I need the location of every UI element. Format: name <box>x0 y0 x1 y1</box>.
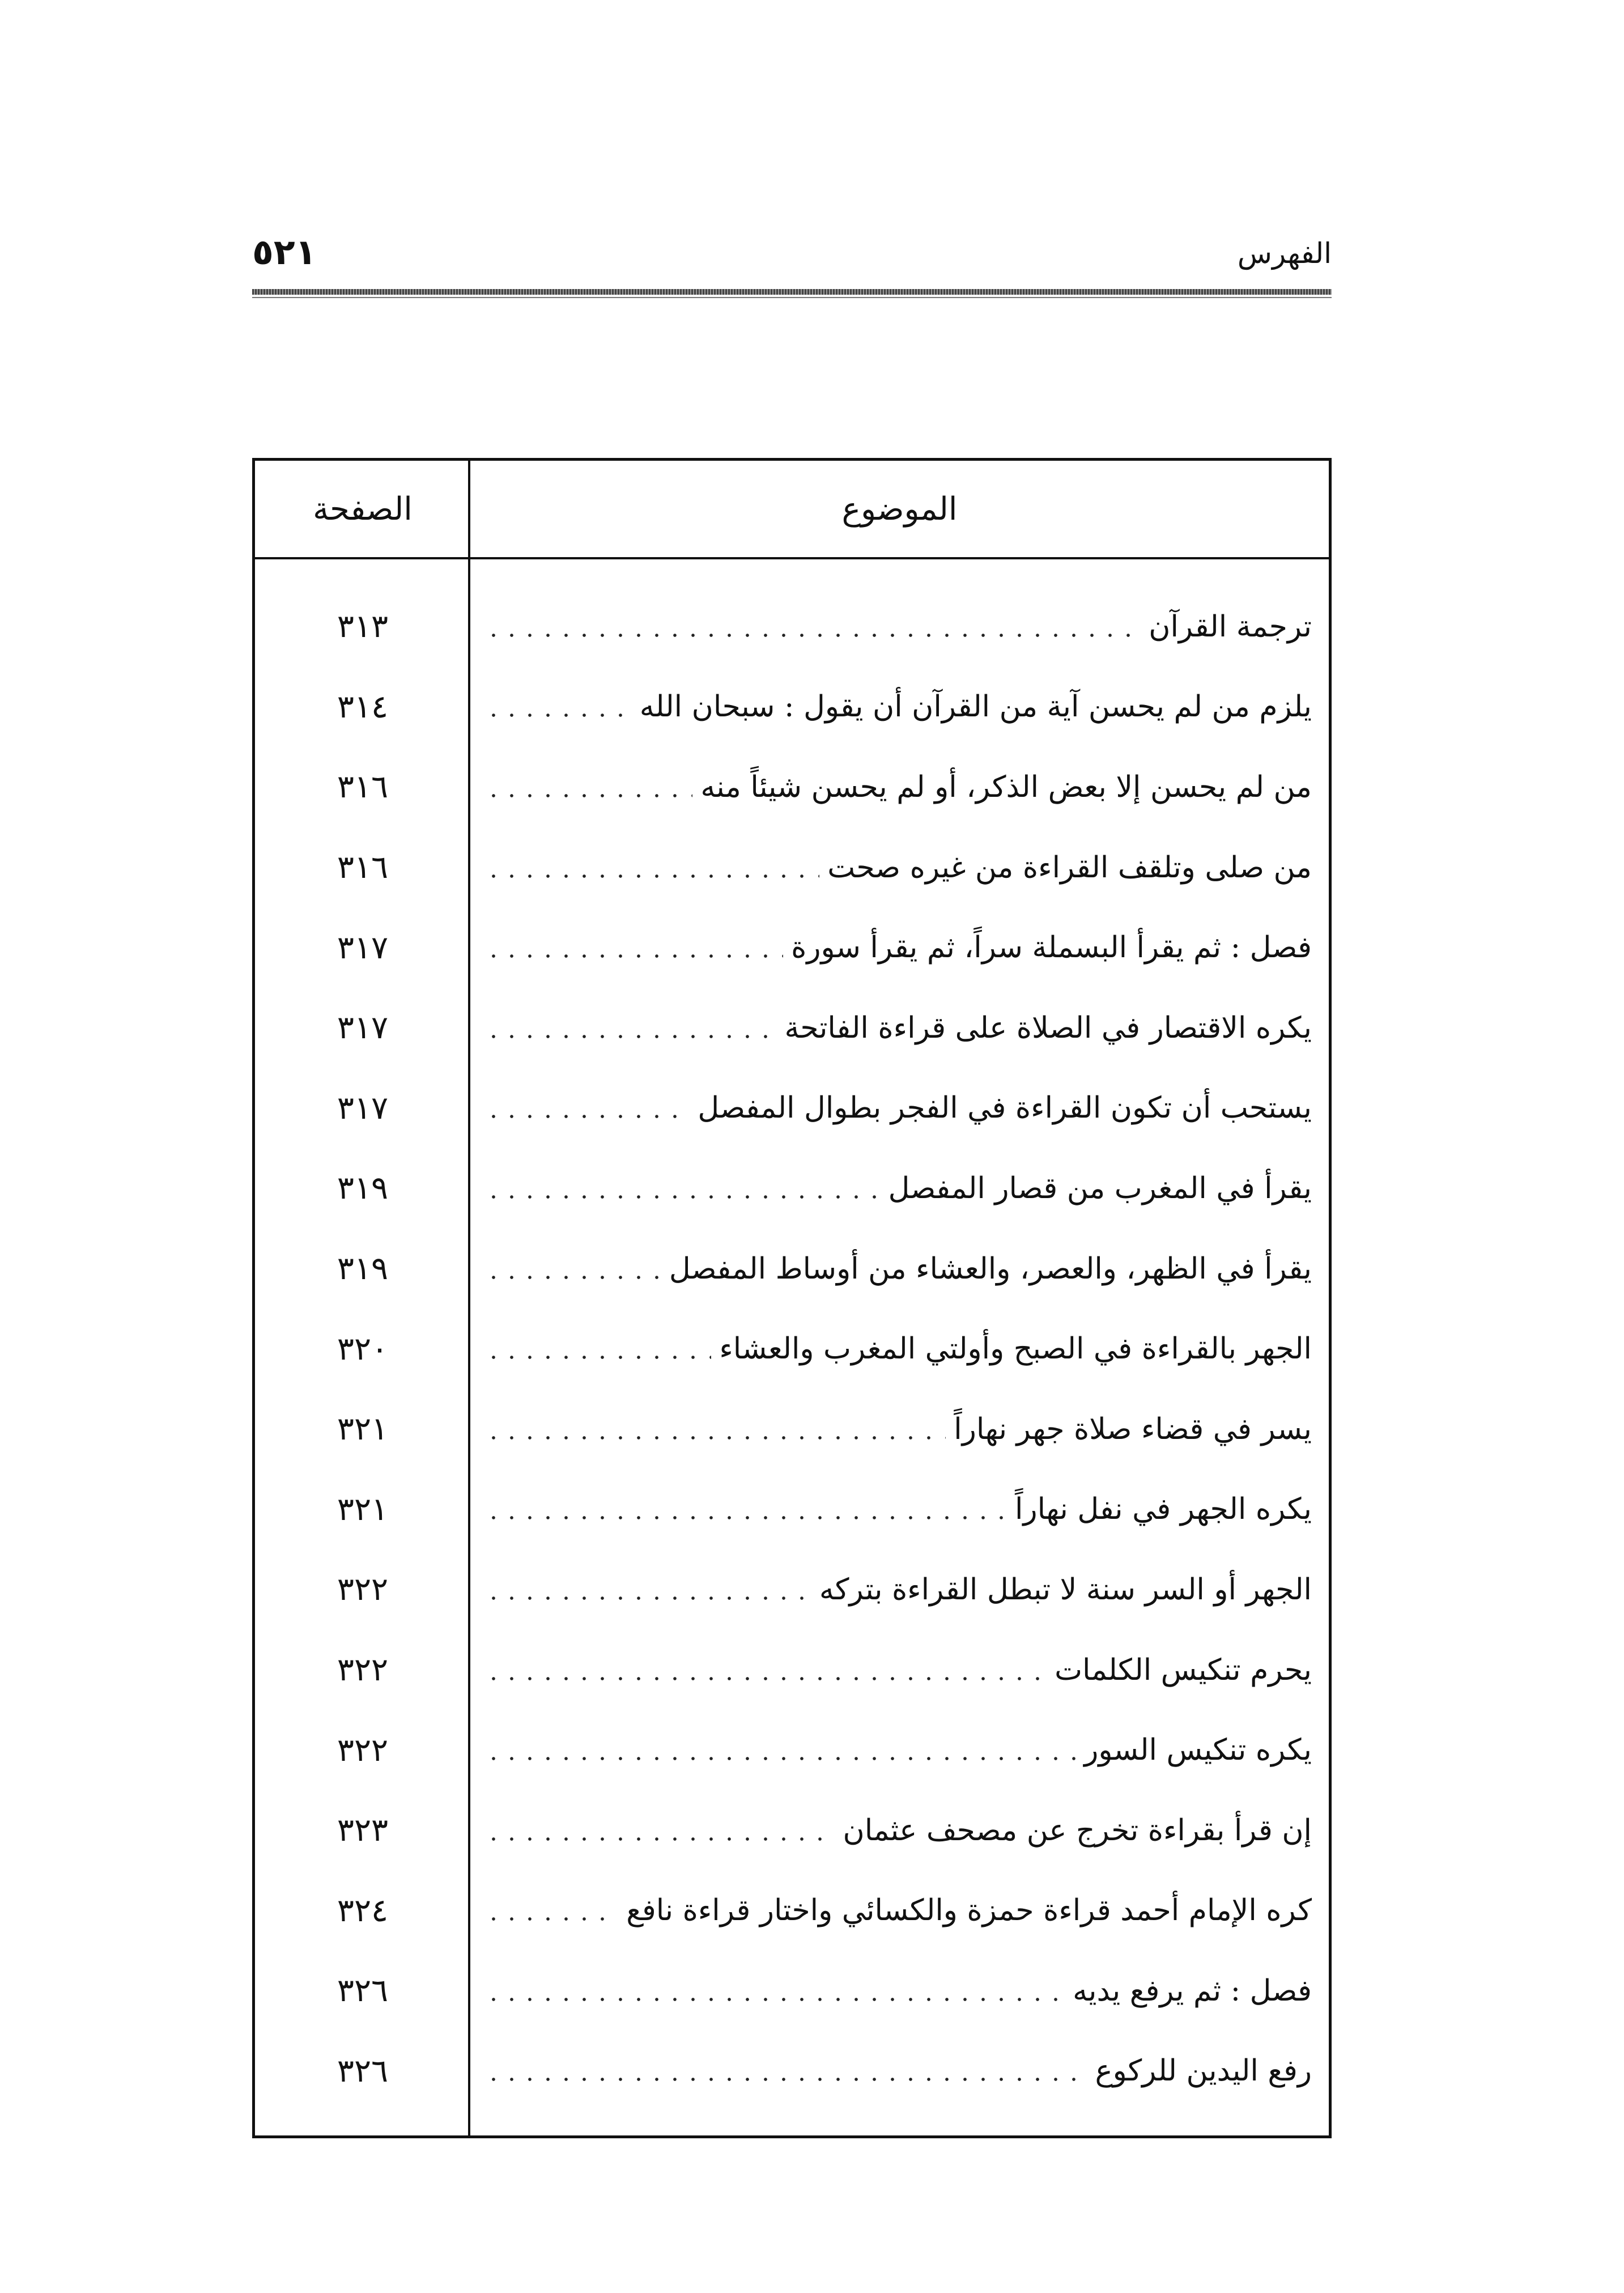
dot-leader <box>484 954 783 958</box>
table-row <box>255 907 1329 988</box>
entry-topic-text: يستحب أن تكون القراءة في الفجر بطوال المفصل <box>698 1091 1312 1126</box>
entry-topic-text: فصل : ثم يقرأ البسملة سراً، ثم يقرأ سورة <box>791 931 1312 965</box>
dot-leader <box>484 1436 946 1440</box>
entry-topic-text: الجهر بالقراءة في الصبح وأولتي المغرب والعشاء <box>719 1332 1312 1366</box>
dot-leader <box>484 1998 1065 2001</box>
entry-topic-text: يلزم من لم يحسن آية من القرآن أن يقول : سبحان الله <box>639 690 1312 724</box>
entry-page-number: ٣٢٢ <box>337 1571 389 1608</box>
column-header-topic: الموضوع <box>841 490 958 528</box>
entry-topic-text: إن قرأ بقراءة تخرج عن مصحف عثمان <box>843 1813 1312 1848</box>
entry-page-number: ٣١٩ <box>337 1170 389 1207</box>
table-row <box>255 1389 1329 1470</box>
dot-leader <box>484 1035 777 1038</box>
entry-topic-text: يقرأ في المغرب من قصار المفصل <box>888 1171 1312 1205</box>
header-divider <box>255 557 1329 559</box>
entry-topic <box>484 1229 1312 1309</box>
table-row <box>255 1951 1329 2031</box>
dot-leader <box>484 2078 1087 2081</box>
dot-leader <box>484 794 692 797</box>
entry-topic-text: من لم يحسن إلا بعض الذكر، أو لم يحسن شيئاً منه <box>700 770 1312 804</box>
entry-topic <box>484 907 1312 988</box>
table-row <box>255 747 1329 827</box>
entry-page-number: ٣١٣ <box>337 608 389 646</box>
entry-topic-text: يكره الاقتصار في الصلاة على قراءة الفاتحة <box>784 1010 1312 1045</box>
entry-page-number: ٣٢٢ <box>337 1731 389 1769</box>
entry-page-number: ٣٢٠ <box>337 1330 389 1368</box>
dot-leader <box>484 1516 1007 1519</box>
dot-leader <box>484 874 819 878</box>
entry-topic <box>484 667 1312 748</box>
entry-page-number: ٣١٦ <box>337 768 389 806</box>
dot-leader <box>484 1596 811 1600</box>
header-rule <box>252 289 1332 295</box>
page-header <box>252 232 1332 312</box>
running-title: الفهرس <box>1237 237 1332 270</box>
table-row <box>255 667 1329 748</box>
entry-topic-text: كره الإمام أحمد قراءة حمزة والكسائي واختار قراءة نافع <box>626 1893 1312 1928</box>
entry-page-number: ٣٢٣ <box>337 1812 389 1849</box>
entry-page-number: ٣٢٢ <box>337 1651 389 1689</box>
table-row <box>255 1470 1329 1550</box>
entry-page-number: ٣٢٦ <box>337 2052 389 2090</box>
dot-leader <box>484 634 1141 637</box>
table-row <box>255 1309 1329 1389</box>
entry-page-number: ٣٢٦ <box>337 1972 389 2010</box>
dot-leader <box>484 1917 618 1921</box>
page-number: ٥٢١ <box>252 231 317 273</box>
index-table <box>252 458 1332 2138</box>
entry-topic-text: الجهر أو السر سنة لا تبطل القراءة بتركه <box>819 1572 1312 1607</box>
entry-topic <box>484 747 1312 827</box>
entry-page-number: ٣١٧ <box>337 1009 389 1047</box>
entry-topic <box>484 1549 1312 1630</box>
entry-topic <box>484 1951 1312 2031</box>
entry-topic-text: ترجمة القرآن <box>1149 609 1312 644</box>
entry-topic-text: رفع اليدين للركوع <box>1095 2054 1312 2088</box>
table-row <box>255 1229 1329 1309</box>
table-row <box>255 1148 1329 1229</box>
table-row <box>255 587 1329 667</box>
entry-page-number: ٣١٤ <box>337 688 389 725</box>
entry-topic <box>484 988 1312 1068</box>
entry-topic <box>484 1148 1312 1229</box>
entry-topic <box>484 1630 1312 1710</box>
dot-leader <box>484 1837 835 1841</box>
entry-topic-text: يكره تنكيس السور <box>1084 1733 1312 1768</box>
entry-page-number: ٣٢١ <box>337 1411 389 1448</box>
table-row <box>255 827 1329 908</box>
entry-topic <box>484 1871 1312 1951</box>
dot-leader <box>484 714 632 717</box>
entry-page-number: ٣٢١ <box>337 1491 389 1528</box>
table-row <box>255 2031 1329 2112</box>
index-rows <box>255 587 1329 2111</box>
entry-topic <box>484 1389 1312 1470</box>
entry-topic-text: يكره الجهر في نفل نهاراً <box>1015 1492 1312 1527</box>
entry-topic <box>484 2031 1312 2112</box>
entry-topic <box>484 1068 1312 1149</box>
entry-topic <box>484 1470 1312 1550</box>
entry-topic-text: يسر في قضاء صلاة جهر نهاراً <box>954 1412 1312 1446</box>
entry-topic <box>484 827 1312 908</box>
dot-leader <box>484 1757 1076 1760</box>
dot-leader <box>484 1677 1047 1680</box>
entry-page-number: ٣١٧ <box>337 1089 389 1127</box>
dot-leader <box>484 1356 711 1359</box>
entry-topic-text: من صلى وتلقف القراءة من غيره صحت <box>827 850 1312 885</box>
dot-leader <box>484 1276 661 1279</box>
table-row <box>255 1068 1329 1149</box>
entry-page-number: ٣١٦ <box>337 849 389 886</box>
header-rule-thin <box>252 297 1332 298</box>
column-header-page: الصفحة <box>313 490 413 528</box>
table-row <box>255 988 1329 1068</box>
entry-topic-text: يحرم تنكيس الكلمات <box>1055 1653 1312 1687</box>
entry-topic <box>484 1710 1312 1790</box>
entry-topic-text: فصل : ثم يرفع يديه <box>1073 1973 1312 2008</box>
dot-leader <box>484 1195 881 1199</box>
table-row <box>255 1871 1329 1951</box>
entry-page-number: ٣١٧ <box>337 929 389 966</box>
entry-page-number: ٣٢٤ <box>337 1892 389 1929</box>
table-row <box>255 1549 1329 1630</box>
entry-topic <box>484 1790 1312 1871</box>
table-row <box>255 1790 1329 1871</box>
entry-topic <box>484 587 1312 667</box>
entry-topic <box>484 1309 1312 1389</box>
table-row <box>255 1630 1329 1710</box>
dot-leader <box>484 1115 690 1118</box>
table-row <box>255 1710 1329 1790</box>
entry-page-number: ٣١٩ <box>337 1250 389 1288</box>
entry-topic-text: يقرأ في الظهر، والعصر، والعشاء من أوساط المفصل <box>669 1251 1312 1286</box>
